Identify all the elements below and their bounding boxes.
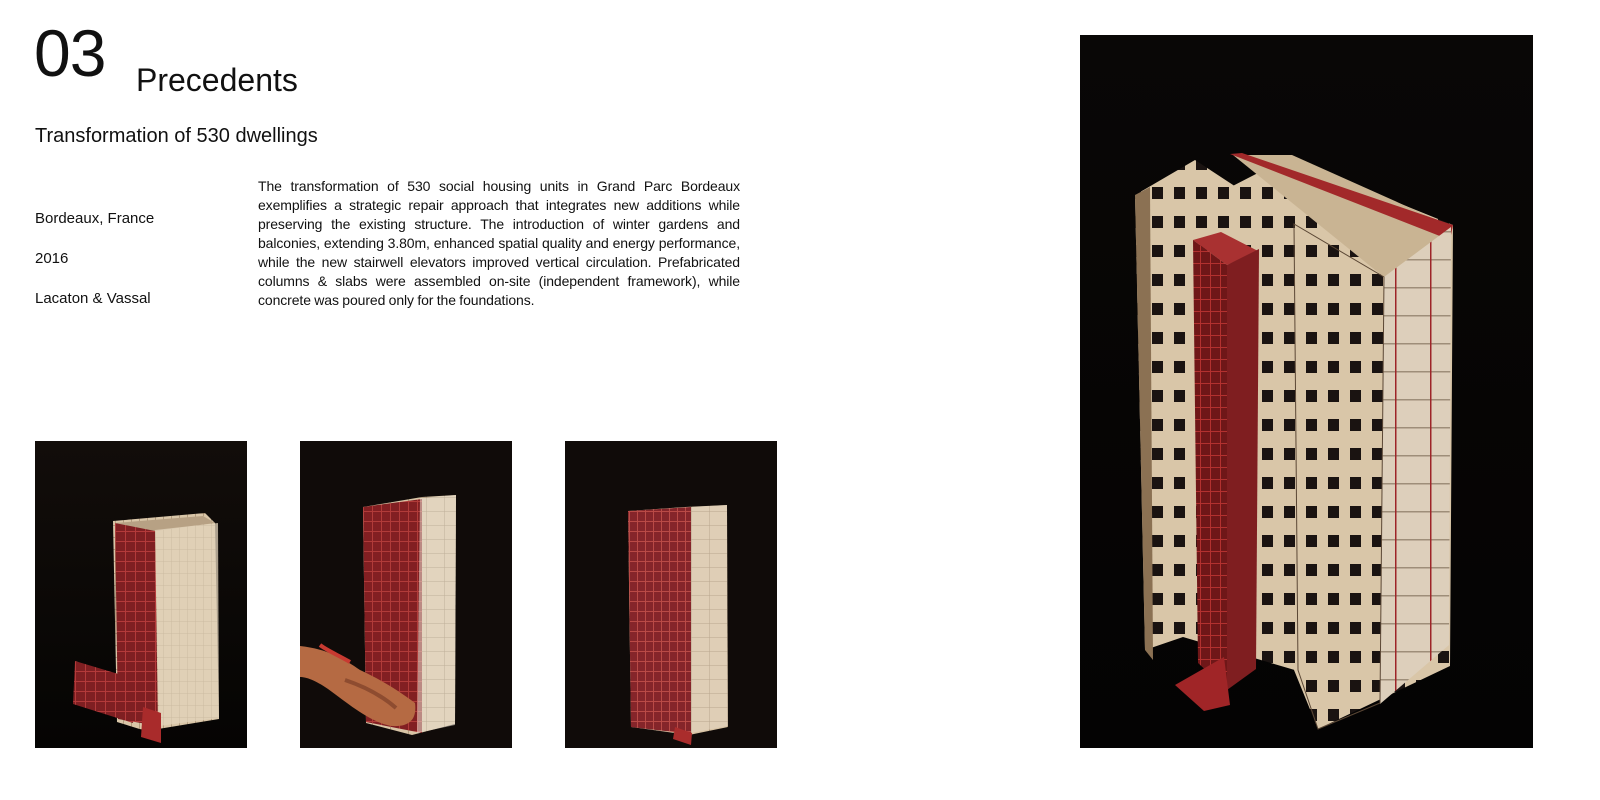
project-title: Transformation of 530 dwellings (35, 125, 318, 147)
model-photo-3 (565, 441, 777, 748)
project-architects: Lacaton & Vassal (35, 290, 151, 307)
project-year: 2016 (35, 250, 69, 267)
project-description: The transformation of 530 social housing units in Grand Parc Bordeaux exemplifies a strategic repair approach that integrates new additions while preserving the existing structure. The introduction of winter gardens and balconies, extending 3.80m, enhanced spatial quality and energy performance, while the new stairwell elevators improved vertical circulation. Prefabricated columns & slabs were assembled on-site (independent framework), while concrete was poured only for the foundations. (258, 178, 740, 308)
section-number: 03 (34, 16, 106, 90)
project-meta (35, 211, 154, 331)
project-location: Bordeaux, France (35, 210, 155, 227)
model-photo-1 (35, 441, 247, 748)
section-title: Precedents (136, 62, 298, 98)
model-photo-main (1080, 35, 1533, 748)
model-photo-2 (300, 441, 512, 748)
